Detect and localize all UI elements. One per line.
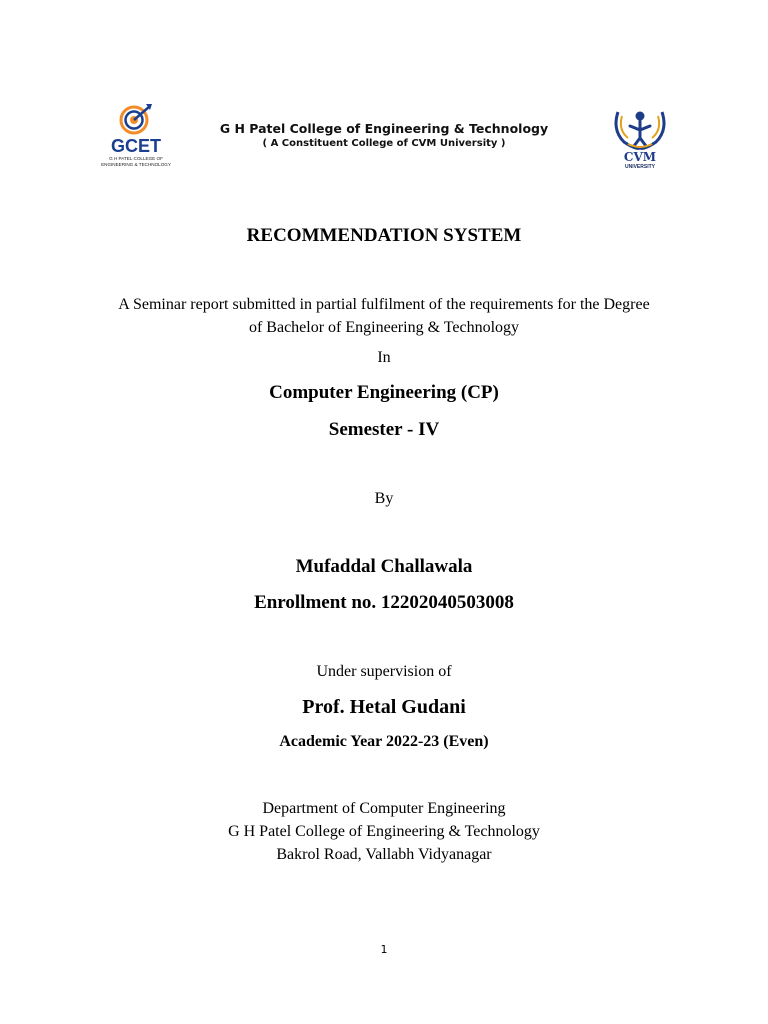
description-line-1: A Seminar report submitted in partial fulfilment of the requirements for the Degree — [118, 296, 650, 313]
college-name: G H Patel College of Engineering & Technology — [219, 121, 549, 136]
department-block — [0, 797, 768, 866]
academic-year: Academic Year 2022-23 (Even) — [279, 733, 489, 750]
gcet-acronym: GCET — [110, 136, 162, 156]
gcet-tagline-line1: G H PATEL COLLEGE OF — [109, 156, 163, 161]
college-subtitle: ( A Constituent College of CVM University ) — [262, 138, 506, 149]
by-label: By — [374, 490, 394, 507]
college-address: Bakrol Road, Vallabh Vidyanagar — [276, 846, 492, 863]
report-title: RECOMMENDATION SYSTEM — [246, 225, 522, 246]
report-description — [0, 293, 768, 339]
description-line-2: of Bachelor of Engineering & Technology — [248, 319, 520, 336]
cvm-acronym: CVM — [623, 150, 657, 164]
page-number: 1 — [380, 943, 388, 956]
cvm-logo-icon — [608, 104, 672, 170]
gcet-logo-icon — [100, 100, 172, 172]
branch-name: Computer Engineering (CP) — [269, 382, 499, 403]
college-full-name: G H Patel College of Engineering & Technology — [228, 823, 540, 840]
gcet-tagline-line2: ENGINEERING & TECHNOLOGY — [101, 162, 171, 167]
in-label: In — [377, 349, 391, 366]
enrollment-number: Enrollment no. 12202040503008 — [254, 592, 514, 613]
cvm-caption: UNIVERSITY — [624, 164, 656, 170]
department-name: Department of Computer Engineering — [262, 800, 506, 817]
supervision-label: Under supervision of — [316, 663, 452, 680]
supervisor-name: Prof. Hetal Gudani — [302, 696, 466, 718]
semester: Semester - IV — [328, 419, 440, 440]
student-name: Mufaddal Challawala — [295, 556, 473, 577]
